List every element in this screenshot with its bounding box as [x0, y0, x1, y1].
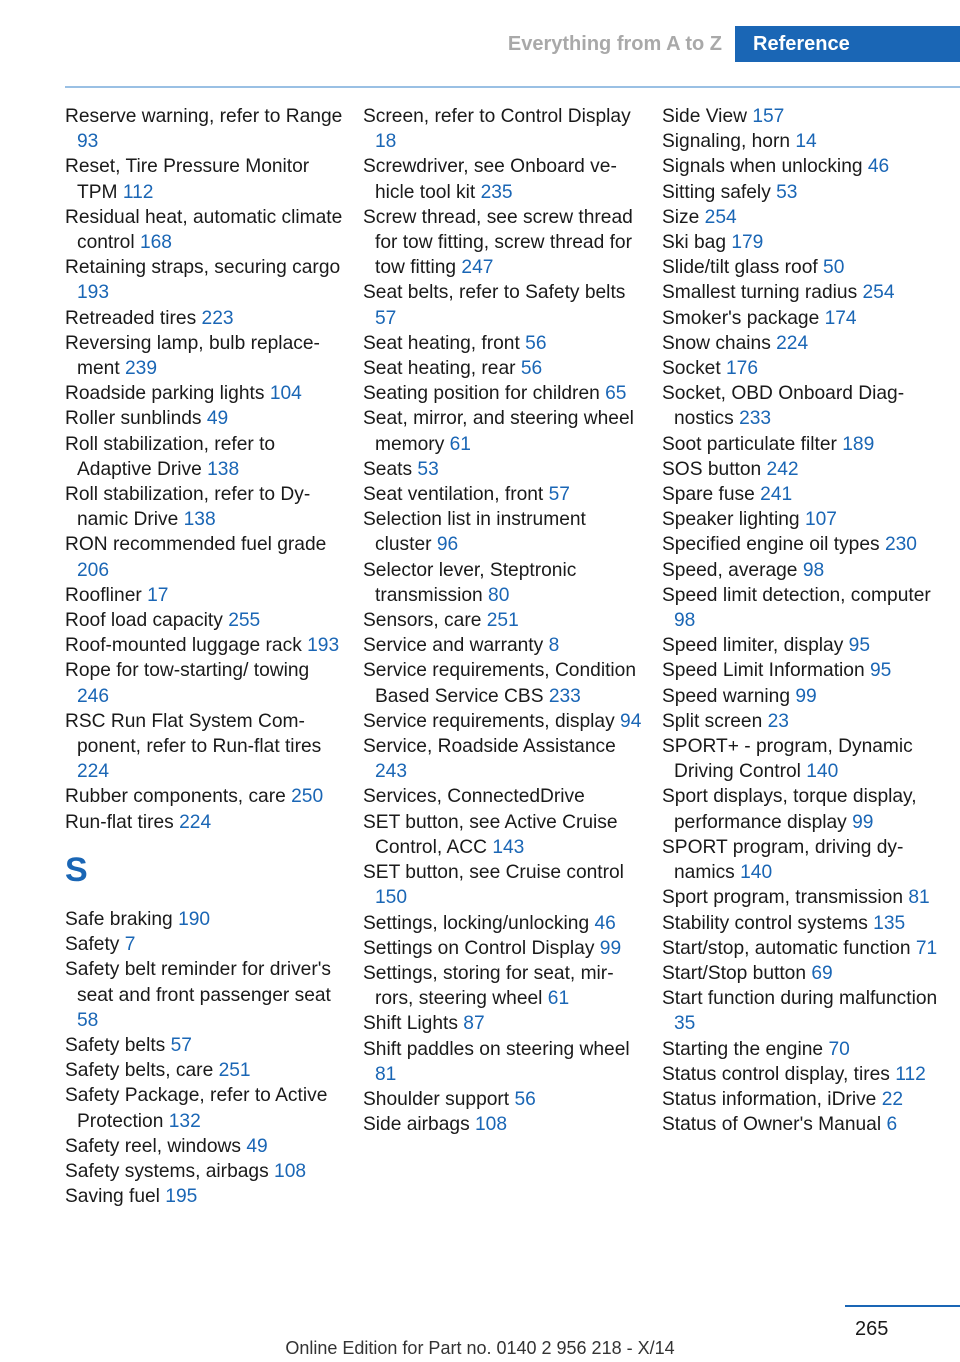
page-link[interactable]: 49	[246, 1135, 268, 1157]
entry-term: Shoulder support	[363, 1088, 510, 1110]
index-entry	[65, 532, 345, 582]
index-entry	[662, 911, 942, 936]
index-entry	[65, 1184, 345, 1209]
page-link[interactable]: 104	[269, 383, 302, 405]
page-link[interactable]: 80	[488, 584, 510, 606]
index-entry	[65, 608, 345, 633]
page-link[interactable]: 46	[867, 156, 890, 178]
entry-term: Safety belt reminder for driver's seat and front passenger seat	[65, 959, 331, 1006]
page-link[interactable]: 71	[915, 937, 938, 959]
index-entry	[363, 205, 643, 281]
index-entry	[662, 835, 942, 885]
index-entry	[363, 457, 643, 482]
page-link[interactable]: 65	[605, 383, 627, 405]
page-link[interactable]: 56	[514, 1088, 536, 1110]
index-entry	[662, 306, 942, 331]
index-entry	[363, 331, 643, 356]
index-column-2	[363, 104, 643, 1137]
entry-term: Start function during malfunction	[662, 988, 938, 1010]
page-link[interactable]: 61	[449, 433, 471, 455]
page-link[interactable]: 189	[842, 433, 875, 455]
page-link[interactable]: 233	[739, 408, 772, 430]
page-link[interactable]: 235	[480, 181, 513, 203]
page-link[interactable]: 57	[548, 484, 570, 506]
entry-term: Speed limiter, display	[662, 635, 844, 657]
page-link[interactable]: 195	[165, 1186, 198, 1208]
index-entry	[363, 936, 643, 961]
entry-term: Speed Limit Information	[662, 660, 865, 682]
page-link[interactable]: 132	[168, 1110, 201, 1132]
page-link[interactable]: 35	[674, 1013, 696, 1035]
page-link[interactable]: 150	[375, 887, 408, 909]
entry-term: SOS button	[662, 458, 762, 480]
page-link[interactable]: 69	[811, 962, 833, 984]
page-link[interactable]: 107	[804, 509, 837, 531]
index-entry	[662, 658, 942, 683]
index-entry	[662, 885, 942, 910]
index-entry	[65, 306, 345, 331]
page-link[interactable]: 81	[908, 887, 930, 909]
entry-term: Run-flat tires	[65, 811, 174, 833]
index-entry	[363, 810, 643, 860]
page-link[interactable]: 23	[767, 710, 789, 732]
index-entry	[662, 356, 942, 381]
page-link[interactable]: 18	[375, 131, 397, 153]
index-entry	[662, 129, 942, 154]
index-entry	[363, 1087, 643, 1112]
section-title: Everything from A to Z	[507, 33, 722, 55]
entry-term: Safety belts	[65, 1034, 166, 1056]
page-link[interactable]: 255	[228, 610, 261, 632]
entry-term: Reset, Tire Pressure Monitor TPM	[65, 156, 310, 203]
index-entry	[363, 608, 643, 633]
entry-term: Status of Owner's Manual	[662, 1114, 882, 1136]
index-entry	[363, 784, 643, 809]
page-link[interactable]: 53	[417, 458, 439, 480]
index-entry	[662, 331, 942, 356]
entry-term: Selection list in instrument cluster	[363, 509, 586, 556]
index-entry	[363, 961, 643, 1011]
page-link[interactable]: 95	[869, 660, 892, 682]
page-link[interactable]: 56	[525, 332, 547, 354]
index-entry	[662, 633, 942, 658]
entry-term: Rubber components, care	[65, 786, 286, 808]
entry-term: SPORT program, driving dynamics	[662, 836, 904, 884]
page-link[interactable]: 168	[139, 232, 172, 254]
index-entry	[662, 532, 942, 557]
index-entry	[662, 734, 942, 784]
entry-term: Residual heat, automatic climate control	[65, 206, 343, 254]
index-entry	[662, 482, 942, 507]
entry-term: Safe braking	[65, 908, 173, 930]
index-entry	[662, 280, 942, 305]
index-entry	[662, 961, 942, 986]
index-letter-heading: S	[65, 850, 88, 889]
entry-term: Roll stabilization, refer to Adaptive Drive	[65, 433, 276, 480]
index-entry	[65, 482, 345, 532]
entry-term: Roofliner	[65, 584, 142, 606]
page-link[interactable]: 61	[547, 988, 570, 1010]
page-link[interactable]: 250	[291, 786, 324, 808]
entry-term: Service and warranty	[363, 635, 544, 657]
edition-note: Online Edition for Part no. 0140 2 956 218 - X/14	[285, 1338, 675, 1358]
page-link[interactable]: 193	[77, 282, 110, 304]
entry-term: Roll stabilization, refer to Dynamic Drive	[65, 484, 311, 531]
entry-term: Service requirements, Condition Based Service CBS	[363, 660, 637, 707]
page-link[interactable]: 233	[548, 685, 581, 707]
chapter-tab: Reference	[735, 26, 960, 62]
index-entry	[363, 381, 643, 406]
index-entry	[65, 154, 345, 204]
index-entry	[363, 154, 643, 204]
index-entry	[65, 432, 345, 482]
entry-term: Signaling, horn	[662, 131, 791, 153]
entry-term: Seat ventilation, front	[363, 484, 544, 506]
entry-term: Retreaded tires	[65, 307, 197, 329]
index-entry	[662, 381, 942, 431]
page-link[interactable]: 99	[795, 685, 817, 707]
page-link[interactable]: 254	[704, 206, 737, 228]
entry-term: Reversing lamp, bulb replacement	[65, 332, 320, 380]
index-entry	[65, 255, 345, 305]
index-entry	[662, 936, 942, 961]
page-link[interactable]: 57	[170, 1034, 192, 1056]
page-link[interactable]: 246	[77, 685, 110, 707]
page-link[interactable]: 138	[207, 458, 240, 480]
index-entry	[662, 154, 942, 179]
page-link[interactable]: 138	[183, 509, 216, 531]
page-link[interactable]: 8	[548, 635, 560, 657]
footer-divider	[845, 1305, 960, 1307]
page-header	[0, 26, 960, 62]
page-link[interactable]: 50	[823, 257, 845, 279]
entry-term: Side airbags	[363, 1114, 470, 1136]
entry-term: Roller sunblinds	[65, 408, 202, 430]
index-entry	[363, 658, 643, 708]
entry-term: Rope for tow-starting/ towing	[65, 660, 310, 682]
index-entry	[662, 1087, 942, 1112]
entry-term: Service, Roadside Assistance	[363, 736, 616, 758]
page-link[interactable]: 14	[795, 131, 817, 153]
entry-term: Smallest turning radius	[662, 282, 858, 304]
index-column-3	[662, 104, 942, 1137]
entry-term: Soot particulate filter	[662, 433, 837, 455]
page-link[interactable]: 93	[77, 131, 99, 153]
entry-term: Roadside parking lights	[65, 383, 265, 405]
page-link[interactable]: 95	[848, 635, 870, 657]
page-link[interactable]: 254	[862, 282, 895, 304]
page-link[interactable]: 58	[77, 1009, 99, 1031]
entry-term: Start/Stop button	[662, 962, 806, 984]
page-link[interactable]: 17	[147, 584, 169, 606]
page-link[interactable]: 81	[375, 1063, 397, 1085]
page-link[interactable]: 251	[486, 610, 519, 632]
index-entry	[662, 558, 942, 583]
entry-term: Safety Package, refer to Active Protection	[65, 1085, 328, 1132]
index-entry	[363, 406, 643, 456]
index-entry	[65, 104, 345, 154]
index-entry	[65, 1033, 345, 1058]
entry-term: Speed, average	[662, 559, 798, 581]
index-entry	[363, 1037, 643, 1087]
page-link[interactable]: 241	[760, 484, 793, 506]
index-entry	[363, 356, 643, 381]
page-link[interactable]: 94	[620, 710, 642, 732]
page-link[interactable]: 96	[436, 534, 459, 556]
header-divider	[65, 86, 960, 88]
entry-term: Spare fuse	[662, 484, 755, 506]
entry-term: RON recommended fuel grade	[65, 534, 327, 556]
entry-term: RSC Run Flat System Component, refer to Run-flat tires	[65, 710, 322, 758]
page-link[interactable]: 193	[307, 635, 340, 657]
entry-term: SET button, see Active Cruise Control, ACC	[363, 811, 618, 858]
index-entry	[65, 810, 345, 835]
entry-term: Start/stop, automatic function	[662, 937, 911, 959]
index-entry	[65, 784, 345, 809]
entry-term: Saving fuel	[65, 1186, 160, 1208]
index-entry	[65, 406, 345, 431]
entry-term: Status information, iDrive	[662, 1088, 877, 1110]
index-entry	[363, 1112, 643, 1137]
index-entry	[363, 633, 643, 658]
page-link[interactable]: 243	[375, 761, 408, 783]
entry-term: Seats	[363, 458, 413, 480]
entry-term: Seating position for children	[363, 383, 600, 405]
entry-term: Seat belts, refer to Safety belts	[363, 282, 626, 304]
entry-term: Split screen	[662, 710, 763, 732]
index-entry	[363, 709, 643, 734]
index-entry	[662, 255, 942, 280]
entry-term: Seat heating, front	[363, 332, 520, 354]
page-link[interactable]: 98	[802, 559, 825, 581]
page-link[interactable]: 22	[881, 1088, 904, 1110]
entry-term: Specified engine oil types	[662, 534, 880, 556]
index-entry	[363, 911, 643, 936]
page-link[interactable]: 140	[806, 761, 839, 783]
page-link[interactable]: 140	[740, 862, 773, 884]
entry-term: SET button, see Cruise control	[363, 862, 624, 884]
page-link[interactable]: 49	[206, 408, 229, 430]
page-link[interactable]: 247	[461, 257, 494, 279]
page-link[interactable]: 53	[776, 181, 798, 203]
index-entry	[65, 633, 345, 658]
index-entry	[662, 1062, 942, 1087]
index-entry	[65, 907, 345, 932]
entry-term: Settings, locking/unlocking	[363, 912, 590, 934]
index-entry	[662, 1037, 942, 1062]
index-entry	[363, 482, 643, 507]
index-entry	[65, 1058, 345, 1083]
entry-term: Sitting safely	[662, 181, 771, 203]
page-link[interactable]: 224	[776, 332, 809, 354]
page-link[interactable]: 242	[766, 458, 799, 480]
index-entry	[662, 684, 942, 709]
index-entry	[363, 507, 643, 557]
index-entry	[662, 230, 942, 255]
page-link[interactable]: 98	[674, 610, 696, 632]
index-entry	[662, 784, 942, 834]
page-link[interactable]: 190	[178, 908, 211, 930]
page-link[interactable]: 108	[475, 1114, 508, 1136]
entry-term: Service requirements, display	[363, 710, 615, 732]
entry-term: Sport displays, torque display, performance display	[662, 786, 917, 833]
page-link[interactable]: 7	[124, 934, 136, 956]
page-link[interactable]: 99	[599, 937, 622, 959]
index-entry	[65, 658, 345, 708]
index-entry	[65, 709, 345, 785]
index-entry	[65, 1134, 345, 1159]
page-link[interactable]: 70	[828, 1038, 850, 1060]
entry-term: Speaker lighting	[662, 509, 800, 531]
index-entry	[65, 331, 345, 381]
entry-term: Sensors, care	[363, 610, 482, 632]
page-number: 265	[855, 1318, 889, 1340]
page-link[interactable]: 223	[201, 307, 234, 329]
page-link[interactable]: 112	[122, 181, 154, 203]
entry-term: Sport program, transmission	[662, 887, 903, 909]
page-link[interactable]: 135	[873, 912, 906, 934]
index-entry	[65, 583, 345, 608]
entry-term: Services, ConnectedDrive	[363, 786, 585, 808]
entry-term: Seat, mirror, and steering wheel memory	[363, 408, 634, 455]
page-link[interactable]: 6	[886, 1114, 898, 1136]
page-link[interactable]: 157	[752, 106, 785, 127]
entry-term: Stability control systems	[662, 912, 868, 934]
index-entry	[65, 381, 345, 406]
page-link[interactable]: 230	[884, 534, 917, 556]
entry-term: Safety systems, airbags	[65, 1160, 269, 1182]
index-entry	[363, 1011, 643, 1036]
entry-term: Screwdriver, see Onboard vehicle tool kit	[363, 156, 617, 203]
page-link[interactable]: 239	[125, 358, 158, 380]
entry-term: Starting the engine	[662, 1038, 824, 1060]
entry-term: Speed limit detection, computer	[662, 584, 931, 606]
entry-term: Roof load capacity	[65, 610, 223, 632]
entry-term: Safety reel, windows	[65, 1135, 241, 1157]
entry-term: Snow chains	[662, 332, 771, 354]
index-entry	[662, 205, 942, 230]
index-entry	[662, 104, 942, 129]
index-column-1	[65, 104, 345, 1209]
index-entry	[363, 280, 643, 330]
index-entry	[363, 558, 643, 608]
index-entry	[662, 432, 942, 457]
index-entry	[363, 104, 643, 154]
index-entry	[662, 709, 942, 734]
page-link[interactable]: 46	[594, 912, 616, 934]
entry-term: Status control display, tires	[662, 1063, 890, 1085]
index-entry	[662, 986, 942, 1036]
entry-term: Settings, storing for seat, mirrors, steering wheel	[363, 962, 614, 1010]
page-link[interactable]: 56	[520, 358, 543, 380]
entry-term: Shift paddles on steering wheel	[363, 1038, 630, 1060]
index-entry	[662, 180, 942, 205]
index-entry	[662, 507, 942, 532]
index-entry	[65, 205, 345, 255]
page-link[interactable]: 112	[895, 1063, 926, 1085]
entry-term: Roof-mounted luggage rack	[65, 635, 302, 657]
index-entry	[363, 860, 643, 910]
index-entry	[363, 734, 643, 784]
index-entry	[662, 1112, 942, 1137]
entry-term: Safety	[65, 934, 120, 956]
entry-term: Side View	[662, 106, 747, 127]
entry-term: Selector lever, Steptronic transmission	[363, 559, 577, 606]
page-link[interactable]: 108	[274, 1160, 307, 1182]
page-link[interactable]: 179	[731, 232, 764, 254]
page-link[interactable]: 224	[179, 811, 212, 833]
page-link[interactable]: 57	[375, 307, 397, 329]
entry-term: Retaining straps, securing cargo	[65, 257, 341, 279]
entry-term: Ski bag	[662, 232, 726, 254]
page-link[interactable]: 251	[218, 1060, 251, 1082]
entry-term: Slide/tilt glass roof	[662, 257, 818, 279]
page-link[interactable]: 224	[77, 761, 110, 783]
page-link[interactable]: 99	[852, 811, 874, 833]
entry-term: Safety belts, care	[65, 1060, 214, 1082]
entry-term: Seat heating, rear	[363, 358, 516, 380]
entry-term: Speed warning	[662, 685, 791, 707]
index-entry	[65, 957, 345, 1033]
page-link[interactable]: 174	[824, 307, 857, 329]
entry-term: Socket	[662, 358, 721, 380]
index-entry	[65, 932, 345, 957]
index-entry	[662, 583, 942, 633]
page-link[interactable]: 176	[726, 358, 759, 380]
index-entry	[662, 457, 942, 482]
page-link[interactable]: 206	[77, 559, 110, 581]
entry-term: Reserve warning, refer to Range	[65, 106, 343, 127]
index-entry	[65, 1159, 345, 1184]
entry-term: Smoker's package	[662, 307, 820, 329]
page-link[interactable]: 143	[492, 836, 525, 858]
entry-term: Size	[662, 206, 700, 228]
entry-term: Signals when unlocking	[662, 156, 863, 178]
entry-term: Settings on Control Display	[363, 937, 595, 959]
entry-term: Shift Lights	[363, 1013, 458, 1035]
entry-term: Screen, refer to Control Display	[363, 106, 631, 127]
page-link[interactable]: 87	[463, 1013, 485, 1035]
entry-term: Socket, OBD Onboard Diagnostics	[662, 383, 905, 430]
index-entry	[65, 1083, 345, 1133]
entry-term: Screw thread, see screw thread for tow fitting, screw thread for tow fitting	[363, 206, 633, 279]
entry-term: SPORT+ - program, Dynamic Driving Control	[662, 736, 913, 783]
